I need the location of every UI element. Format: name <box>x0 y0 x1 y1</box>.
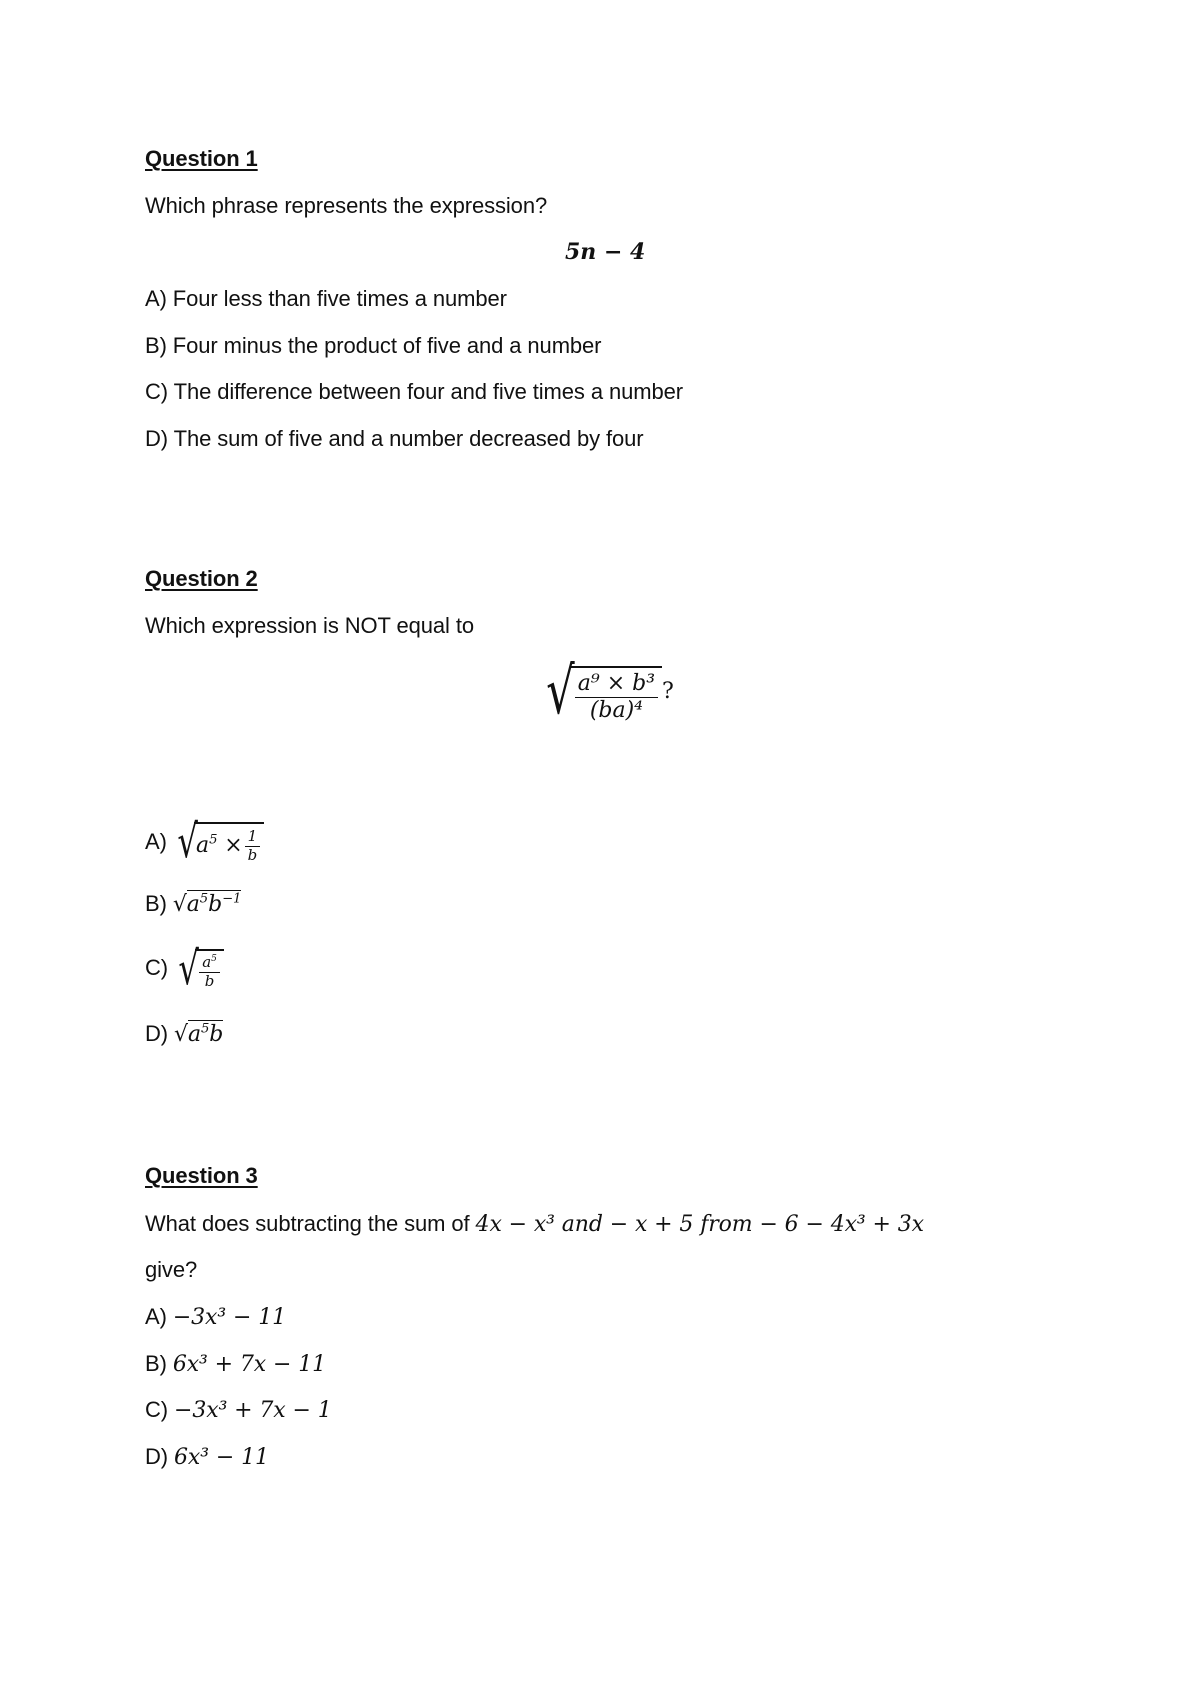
question-1-option-a: A) Four less than five times a number <box>145 286 507 311</box>
option-b-math: 6x³ + 7x − 11 <box>172 1352 326 1377</box>
question-2-prompt: Which expression is NOT equal to <box>145 613 474 638</box>
radical: √ $\frac{\text{a⁹ × b³}}{\text{(ba)⁴}}$ <box>540 660 662 724</box>
option-label: B) <box>145 891 167 916</box>
option-b-math: $√a^5b^{-1}$ <box>172 891 242 917</box>
question-1-title: Question 1 <box>145 146 258 171</box>
fraction-denominator: (ba)⁴ <box>589 697 643 723</box>
question-2-option-d <box>145 1020 223 1049</box>
question-1-option-b: B) Four minus the product of five and a number <box>145 333 602 358</box>
question-3-prompt-math: 4x − x³ and − x + 5 from − 6 − 4x³ + 3x <box>475 1212 924 1237</box>
option-label: D) <box>145 1444 169 1469</box>
option-d-math: $√a^5b$ <box>174 1021 224 1047</box>
question-2-option-b <box>145 890 241 919</box>
option-label: A) <box>145 1304 167 1329</box>
question-2-title: Question 2 <box>145 566 258 591</box>
question-2-option-a <box>145 814 264 868</box>
question-3-prompt-end: give? <box>145 1257 198 1282</box>
question-3-option-a <box>145 1303 286 1332</box>
question-mark: ? <box>662 679 674 704</box>
question-3-option-b <box>145 1350 326 1379</box>
question-1-option-c: C) The difference between four and five times a number <box>145 379 683 404</box>
option-label: D) <box>145 1021 169 1046</box>
option-a-math: −3x³ − 11 <box>172 1305 286 1330</box>
option-d-math: 6x³ − 11 <box>174 1445 269 1470</box>
question-3-prompt <box>145 1210 924 1239</box>
question-2-option-c <box>145 941 224 995</box>
question-1-expression: 5n − 4 <box>565 239 646 265</box>
question-2-expression <box>540 655 674 729</box>
option-c-math: −3x³ + 7x − 1 <box>174 1398 332 1423</box>
question-1-option-d: D) The sum of five and a number decreased by four <box>145 426 644 451</box>
option-label: C) <box>145 1397 169 1422</box>
option-c-math: √ $\frac{a^5}{b}$ <box>174 945 224 991</box>
question-3-option-c <box>145 1396 332 1425</box>
question-1-prompt: Which phrase represents the expression? <box>145 193 548 218</box>
option-label: A) <box>145 829 167 854</box>
option-a-math: √ $a^5$ × $\frac{1}{b}$ <box>173 818 264 866</box>
fraction-numerator: a⁹ × b³ <box>575 672 658 697</box>
question-3-title: Question 3 <box>145 1163 258 1188</box>
question-3-option-d <box>145 1443 269 1472</box>
option-label: B) <box>145 1351 167 1376</box>
expression-fraction <box>575 672 658 721</box>
question-3-prompt-text: What does subtracting the sum of <box>145 1211 470 1236</box>
option-label: C) <box>145 955 169 980</box>
